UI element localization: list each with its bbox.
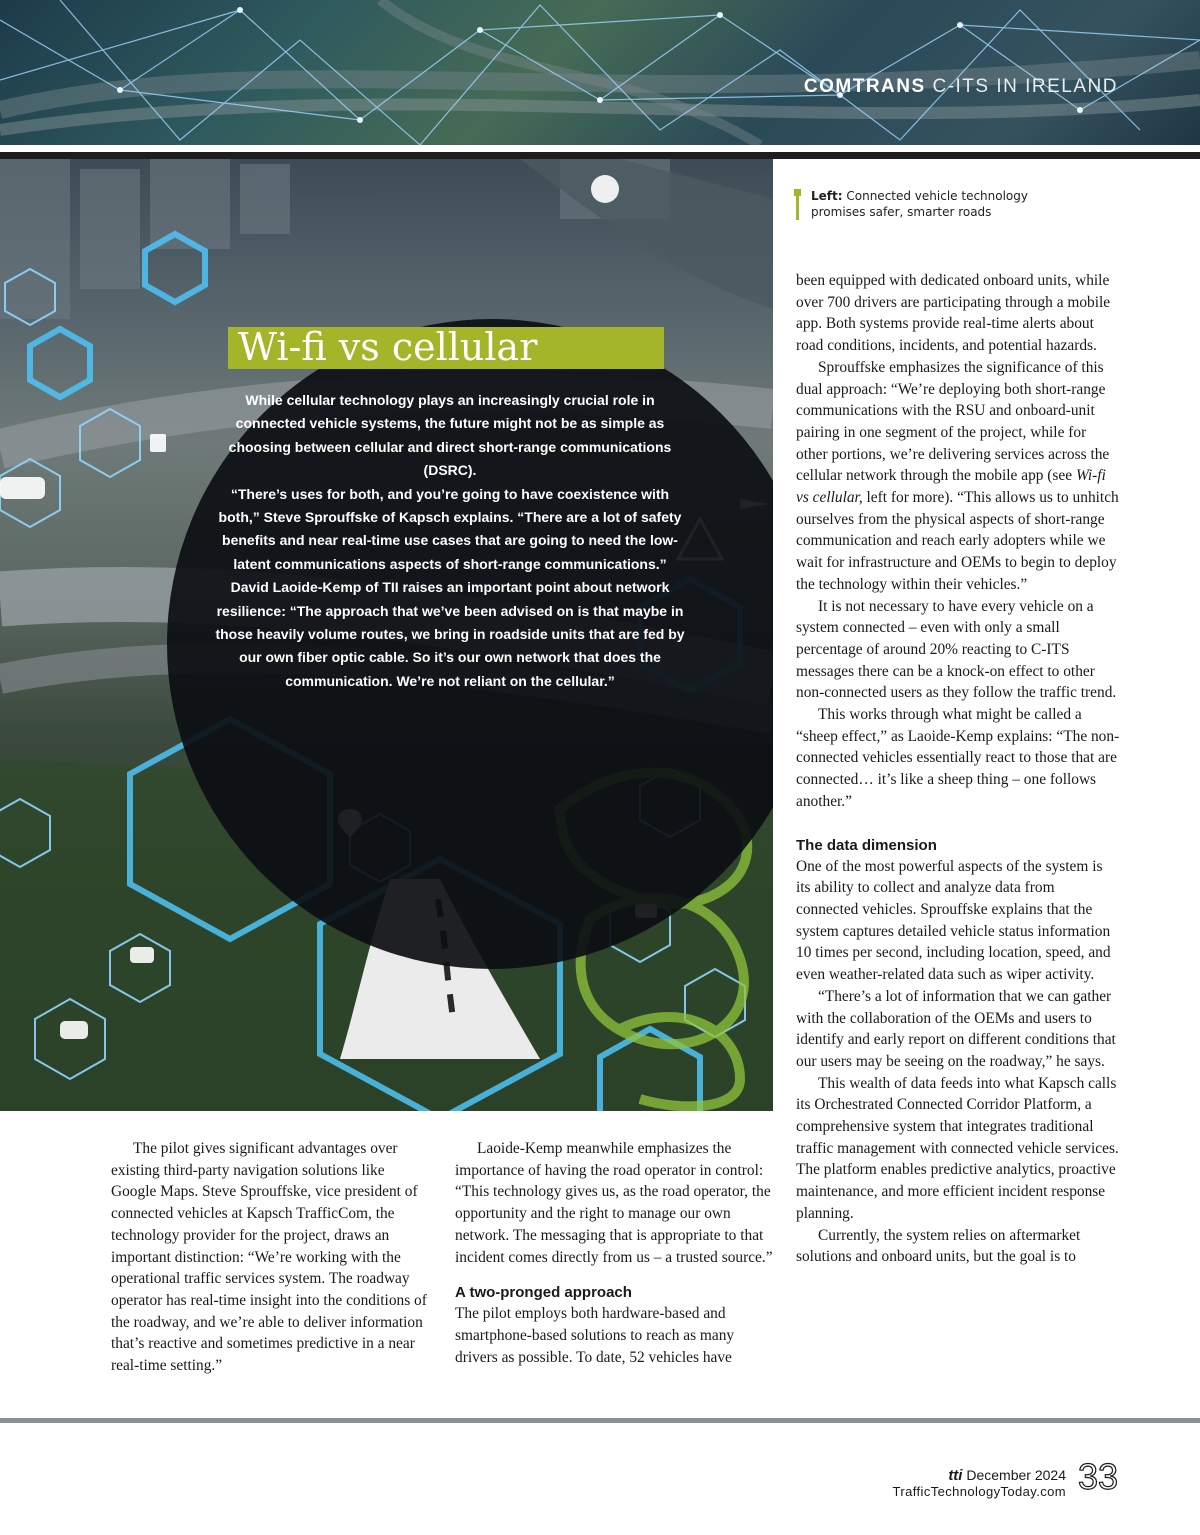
boxout-body — [215, 389, 685, 693]
body-paragraph: The pilot employs both hardware-based and smartphone-based solutions to reach as many drivers as possible. To date, 52 vehicles have — [455, 1305, 735, 1366]
body-paragraph: The pilot gives significant advantages over existing third-party navigation solutions like Google Maps. Steve Sprouffske, vice president of connected vehicles at Kapsch TrafficCom, the technology provider for the project, draws an important distinction: “We’re working with the operational traffic services system. The roadway operator has real-time insight into the conditions of the roadway, and we’re able to deliver information that’s reactive and sometimes predictive in a near real-time setting.” — [111, 1140, 427, 1375]
caption-marker — [794, 189, 801, 196]
body-paragraph: been equipped with dedicated onboard units, while over 700 drivers are participating through a mobile app. Both systems provide real-time alerts about road conditions, incidents, and potential hazards. — [796, 272, 1111, 355]
body-paragraph: One of the most powerful aspects of the system is its ability to collect and analyze data from connected vehicles. Sprouffske explains that the system captures detailed vehicle status information 10 times per second, including location, speed, and even weather-related data such as wiper activity. — [796, 857, 1111, 984]
article-column-3 — [796, 270, 1120, 1268]
text-run: Sprouffske emphasizes the significance of this dual approach: “We’re deploying both short-range communications with the RSU and onboard-unit pairing in one segment of the project, while for other portions, we’re delivering services across the cellular network through the mobile app (see — [796, 358, 1110, 485]
subheading: A two-pronged approach — [455, 1284, 632, 1302]
footer-brand: tti — [948, 1467, 963, 1484]
body-paragraph: It is not necessary to have every vehicle on a system connected – even with only a small percentage of around 20% reacting to C-ITS messages there can be a knock-on effect to other non-connected users as they follow the traffic trend. — [796, 597, 1117, 702]
cross-reference: Wi-fi vs cellular, — [796, 467, 1106, 507]
body-paragraph: Currently, the system relies on aftermarket solutions and onboard units, but the goal is to — [796, 1226, 1081, 1266]
boxout-paragraph: “There’s uses for both, and you’re going to have coexistence with both,” Steve Sprouffske of Kapsch explains. “There are a lot of safety benefits and near real-time use cases that are going to need the low-latent communications aspects of short-range communications.” — [218, 485, 682, 572]
caption-text: Connected vehicle technology promises safer, smarter roads — [811, 189, 1028, 219]
caption-label: Left: — [811, 189, 843, 203]
body-paragraph: “There’s a lot of information that we can gather with the collaboration of the OEMs and users to identify and early report on different conditions that our users may be seeing on the roadway,” he says. — [796, 987, 1116, 1070]
network-lines-graphic — [0, 0, 1200, 145]
car-icon — [0, 477, 45, 499]
article-column-1 — [111, 1138, 429, 1377]
section-label-strong: COMTRANS — [803, 76, 926, 97]
header-banner-image — [0, 0, 1200, 145]
car-icon — [60, 1021, 88, 1039]
tablet-icon — [150, 434, 166, 452]
boxout-paragraph: David Laoide-Kemp of TII raises an important point about network resilience: “The approach that we’ve been advised on is that maybe in those heavily volume routes, we bring in roadside units that are fed by our own fiber optic cable. So it’s our own network that does the communication. We’re not reliant on the cellular.” — [215, 579, 685, 689]
globe-icon — [591, 175, 619, 203]
boxout-title: Wi-fi vs cellular — [238, 325, 538, 369]
footer-website: TrafficTechnologyToday.com — [892, 1484, 1066, 1499]
header-rule — [0, 152, 1200, 159]
image-caption — [796, 189, 1031, 220]
section-label-light: C-ITS IN IRELAND — [932, 76, 1118, 97]
subheading: The data dimension — [796, 836, 937, 854]
text-run: left for more). “This allows us to unhitch ourselves from the physical aspects of short-range communication and reach early adopters while we wait for infrastructure and OEMs to begin to deploy the technology within their vehicles.” — [796, 489, 1119, 593]
page-footer — [893, 1467, 1066, 1500]
body-paragraph: This wealth of data feeds into what Kapsch calls its Orchestrated Connected Corridor Platform, a comprehensive system that integrates traditional traffic management with connected vehicle services. The platform enables predictive analytics, proactive maintenance, and more efficient incident response planning. — [796, 1074, 1119, 1222]
boxout-paragraph: While cellular technology plays an increasingly crucial role in connected vehicle systems, the future might not be as simple as choosing between cellular and direct short-range communications (DSRC). — [228, 392, 672, 479]
body-paragraph: This works through what might be called a “sheep effect,” as Laoide-Kemp explains: “The non-connected vehicles essentially react to those that are connected… it’s like a sheep thing – one follows another.” — [796, 706, 1120, 810]
body-paragraph — [796, 357, 1120, 596]
footer-rule — [0, 1418, 1200, 1423]
section-label — [804, 76, 1118, 98]
car-icon — [130, 947, 154, 963]
article-column-2 — [455, 1138, 773, 1368]
page-number: 33 — [1077, 1456, 1118, 1497]
body-paragraph: Laoide-Kemp meanwhile emphasizes the importance of having the road operator in control: “This technology gives us, as the road operator, the opportunity and the right to manage our own network. The messaging that is appropriate to that incident comes directly from us – a trusted source.” — [455, 1140, 773, 1266]
footer-issue: December 2024 — [966, 1467, 1066, 1483]
boxout-title-bar — [228, 327, 664, 369]
